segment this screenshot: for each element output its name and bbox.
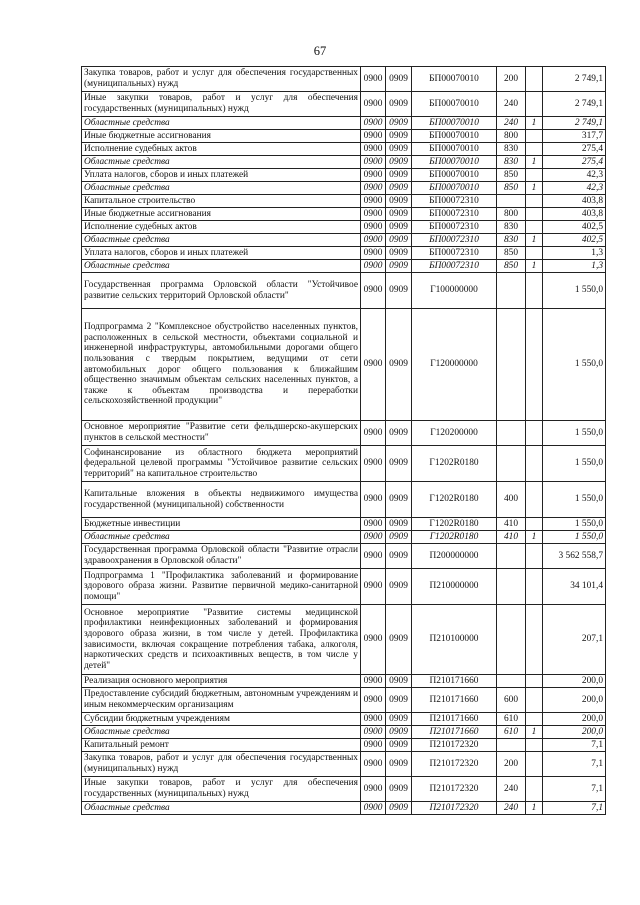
target-article-code: П210171660	[412, 688, 497, 713]
subsection-code: 0909	[386, 726, 412, 739]
expense-type-code: 830	[497, 234, 526, 247]
expense-type-code: 830	[497, 143, 526, 156]
target-article-code: Г100000000	[412, 273, 497, 309]
item-name: Реализация основного мероприятия	[82, 675, 361, 688]
funding-source	[526, 67, 543, 92]
target-article-code: П210172320	[412, 802, 497, 815]
target-article-code: П210000000	[412, 569, 497, 605]
table-row	[82, 726, 606, 739]
target-article-code: БП00070010	[412, 92, 497, 117]
table-row	[82, 260, 606, 273]
amount: 1 550,0	[543, 273, 606, 309]
amount: 42,3	[543, 169, 606, 182]
table-row	[82, 247, 606, 260]
expense-type-code: 410	[497, 531, 526, 544]
subsection-code: 0909	[386, 221, 412, 234]
target-article-code: П200000000	[412, 544, 497, 569]
amount: 2 749,1	[543, 67, 606, 92]
funding-source: 1	[526, 531, 543, 544]
item-name: Областные средства	[82, 234, 361, 247]
funding-source	[526, 675, 543, 688]
section-code: 0900	[361, 195, 386, 208]
section-code: 0900	[361, 446, 386, 482]
target-article-code: БП00072310	[412, 234, 497, 247]
target-article-code: БП00070010	[412, 117, 497, 130]
section-code: 0900	[361, 739, 386, 752]
table-row	[82, 156, 606, 169]
table-row	[82, 234, 606, 247]
expense-type-code	[497, 309, 526, 421]
target-article-code: Г1202R0180	[412, 531, 497, 544]
target-article-code: БП00070010	[412, 156, 497, 169]
amount: 200,0	[543, 675, 606, 688]
funding-source	[526, 309, 543, 421]
section-code: 0900	[361, 531, 386, 544]
target-article-code: БП00072310	[412, 221, 497, 234]
table-row	[82, 713, 606, 726]
funding-source	[526, 92, 543, 117]
subsection-code: 0909	[386, 531, 412, 544]
table-row	[82, 688, 606, 713]
expense-type-code	[497, 605, 526, 675]
subsection-code: 0909	[386, 802, 412, 815]
section-code: 0900	[361, 92, 386, 117]
item-name: Основное мероприятие "Развитие системы медицинской профилактики неинфекционных заболеваний и формирования здорового образа жизни, в том числе у детей. Профилактика зависимости, включая сокращение потребления табака, алкоголя, наркотических средств и психоактивных веществ, в том числе у детей"	[82, 605, 361, 675]
expense-type-code: 830	[497, 221, 526, 234]
table-row	[82, 605, 606, 675]
table-row	[82, 208, 606, 221]
section-code: 0900	[361, 67, 386, 92]
section-code: 0900	[361, 143, 386, 156]
section-code: 0900	[361, 752, 386, 777]
amount: 2 749,1	[543, 117, 606, 130]
expense-type-code: 610	[497, 713, 526, 726]
amount: 200,0	[543, 713, 606, 726]
subsection-code: 0909	[386, 247, 412, 260]
funding-source: 1	[526, 726, 543, 739]
expense-type-code: 400	[497, 482, 526, 518]
table-row	[82, 675, 606, 688]
target-article-code: БП00070010	[412, 130, 497, 143]
section-code: 0900	[361, 117, 386, 130]
subsection-code: 0909	[386, 117, 412, 130]
funding-source	[526, 688, 543, 713]
item-name: Областные средства	[82, 117, 361, 130]
item-name: Областные средства	[82, 802, 361, 815]
subsection-code: 0909	[386, 446, 412, 482]
amount: 403,8	[543, 195, 606, 208]
section-code: 0900	[361, 130, 386, 143]
expense-type-code	[497, 544, 526, 569]
table-row	[82, 169, 606, 182]
funding-source	[526, 713, 543, 726]
expense-type-code	[497, 421, 526, 446]
section-code: 0900	[361, 544, 386, 569]
item-name: Иные закупки товаров, работ и услуг для обеспечения государственных (муниципальных) нужд	[82, 777, 361, 802]
expense-type-code: 850	[497, 182, 526, 195]
item-name: Иные бюджетные ассигнования	[82, 208, 361, 221]
funding-source	[526, 569, 543, 605]
funding-source	[526, 247, 543, 260]
budget-table	[81, 66, 606, 815]
target-article-code: Г120000000	[412, 309, 497, 421]
amount: 275,4	[543, 156, 606, 169]
subsection-code: 0909	[386, 260, 412, 273]
subsection-code: 0909	[386, 309, 412, 421]
item-name: Государственная программа Орловской области "Устойчивое развитие сельских территорий Орловской области"	[82, 273, 361, 309]
funding-source: 1	[526, 802, 543, 815]
amount: 1 550,0	[543, 482, 606, 518]
amount: 42,3	[543, 182, 606, 195]
item-name: Закупка товаров, работ и услуг для обеспечения государственных (муниципальных) нужд	[82, 67, 361, 92]
table-row	[82, 569, 606, 605]
subsection-code: 0909	[386, 752, 412, 777]
funding-source	[526, 446, 543, 482]
subsection-code: 0909	[386, 208, 412, 221]
amount: 34 101,4	[543, 569, 606, 605]
funding-source	[526, 739, 543, 752]
amount: 403,8	[543, 208, 606, 221]
amount: 275,4	[543, 143, 606, 156]
item-name: Субсидии бюджетным учреждениям	[82, 713, 361, 726]
subsection-code: 0909	[386, 182, 412, 195]
item-name: Областные средства	[82, 182, 361, 195]
item-name: Уплата налогов, сборов и иных платежей	[82, 169, 361, 182]
amount: 7,1	[543, 752, 606, 777]
amount: 200,0	[543, 726, 606, 739]
subsection-code: 0909	[386, 482, 412, 518]
subsection-code: 0909	[386, 421, 412, 446]
funding-source	[526, 482, 543, 518]
funding-source: 1	[526, 234, 543, 247]
item-name: Областные средства	[82, 260, 361, 273]
table-row	[82, 273, 606, 309]
expense-type-code: 600	[497, 688, 526, 713]
funding-source: 1	[526, 156, 543, 169]
subsection-code: 0909	[386, 569, 412, 605]
expense-type-code: 850	[497, 260, 526, 273]
table-row	[82, 130, 606, 143]
table-row	[82, 67, 606, 92]
table-row	[82, 421, 606, 446]
section-code: 0900	[361, 688, 386, 713]
item-name: Исполнение судебных актов	[82, 143, 361, 156]
section-code: 0900	[361, 182, 386, 195]
item-name: Областные средства	[82, 726, 361, 739]
target-article-code: П210172320	[412, 777, 497, 802]
expense-type-code: 800	[497, 208, 526, 221]
section-code: 0900	[361, 309, 386, 421]
funding-source	[526, 130, 543, 143]
expense-type-code: 850	[497, 247, 526, 260]
expense-type-code	[497, 739, 526, 752]
amount: 402,5	[543, 221, 606, 234]
amount: 1 550,0	[543, 531, 606, 544]
table-row	[82, 531, 606, 544]
target-article-code: П210171660	[412, 675, 497, 688]
item-name: Софинансирование из областного бюджета мероприятий федеральной целевой программы "Устойчивое развитие сельских территорий" на капитальное строительство	[82, 446, 361, 482]
funding-source	[526, 195, 543, 208]
target-article-code: БП00072310	[412, 195, 497, 208]
target-article-code: БП00070010	[412, 169, 497, 182]
target-article-code: БП00072310	[412, 247, 497, 260]
amount: 1,3	[543, 247, 606, 260]
subsection-code: 0909	[386, 713, 412, 726]
funding-source	[526, 544, 543, 569]
item-name: Иные бюджетные ассигнования	[82, 130, 361, 143]
funding-source	[526, 605, 543, 675]
funding-source	[526, 169, 543, 182]
expense-type-code: 240	[497, 117, 526, 130]
subsection-code: 0909	[386, 675, 412, 688]
subsection-code: 0909	[386, 169, 412, 182]
expense-type-code: 240	[497, 802, 526, 815]
funding-source	[526, 518, 543, 531]
table-row	[82, 777, 606, 802]
subsection-code: 0909	[386, 605, 412, 675]
funding-source	[526, 421, 543, 446]
amount: 7,1	[543, 777, 606, 802]
target-article-code: П210171660	[412, 713, 497, 726]
expense-type-code: 240	[497, 777, 526, 802]
subsection-code: 0909	[386, 739, 412, 752]
amount: 1 550,0	[543, 446, 606, 482]
item-name: Капитальное строительство	[82, 195, 361, 208]
table-row	[82, 544, 606, 569]
section-code: 0900	[361, 260, 386, 273]
expense-type-code	[497, 273, 526, 309]
subsection-code: 0909	[386, 130, 412, 143]
amount: 1,3	[543, 260, 606, 273]
target-article-code: Г1202R0180	[412, 518, 497, 531]
subsection-code: 0909	[386, 92, 412, 117]
section-code: 0900	[361, 777, 386, 802]
table-row	[82, 92, 606, 117]
item-name: Капитальный ремонт	[82, 739, 361, 752]
item-name: Областные средства	[82, 156, 361, 169]
amount: 207,1	[543, 605, 606, 675]
table-row	[82, 802, 606, 815]
target-article-code: Г1202R0180	[412, 482, 497, 518]
expense-type-code: 800	[497, 130, 526, 143]
section-code: 0900	[361, 169, 386, 182]
expense-type-code	[497, 675, 526, 688]
section-code: 0900	[361, 605, 386, 675]
funding-source: 1	[526, 260, 543, 273]
expense-type-code	[497, 446, 526, 482]
expense-type-code: 610	[497, 726, 526, 739]
item-name: Предоставление субсидий бюджетным, автономным учреждениям и иным некоммерческим организациям	[82, 688, 361, 713]
target-article-code: П210172320	[412, 739, 497, 752]
amount: 200,0	[543, 688, 606, 713]
subsection-code: 0909	[386, 143, 412, 156]
section-code: 0900	[361, 569, 386, 605]
amount: 3 562 558,7	[543, 544, 606, 569]
item-name: Бюджетные инвестиции	[82, 518, 361, 531]
section-code: 0900	[361, 247, 386, 260]
page-number: 67	[313, 44, 327, 58]
subsection-code: 0909	[386, 273, 412, 309]
amount: 1 550,0	[543, 309, 606, 421]
section-code: 0900	[361, 802, 386, 815]
target-article-code: БП00070010	[412, 67, 497, 92]
table-row	[82, 446, 606, 482]
section-code: 0900	[361, 675, 386, 688]
item-name: Исполнение судебных актов	[82, 221, 361, 234]
subsection-code: 0909	[386, 777, 412, 802]
section-code: 0900	[361, 156, 386, 169]
target-article-code: БП00070010	[412, 182, 497, 195]
target-article-code: Г120200000	[412, 421, 497, 446]
item-name: Основное мероприятие "Развитие сети фельдшерско-акушерских пунктов в сельской местности"	[82, 421, 361, 446]
item-name: Областные средства	[82, 531, 361, 544]
table-row	[82, 117, 606, 130]
table-row	[82, 739, 606, 752]
expense-type-code: 200	[497, 67, 526, 92]
target-article-code: П210172320	[412, 752, 497, 777]
subsection-code: 0909	[386, 67, 412, 92]
item-name: Капитальные вложения в объекты недвижимого имущества государственной (муниципальной) собственности	[82, 482, 361, 518]
subsection-code: 0909	[386, 544, 412, 569]
funding-source	[526, 221, 543, 234]
funding-source: 1	[526, 182, 543, 195]
item-name: Закупка товаров, работ и услуг для обеспечения государственных (муниципальных) нужд	[82, 752, 361, 777]
amount: 1 550,0	[543, 421, 606, 446]
expense-type-code: 200	[497, 752, 526, 777]
section-code: 0900	[361, 726, 386, 739]
table-row	[82, 143, 606, 156]
subsection-code: 0909	[386, 234, 412, 247]
target-article-code: БП00072310	[412, 260, 497, 273]
funding-source	[526, 752, 543, 777]
subsection-code: 0909	[386, 518, 412, 531]
expense-type-code: 410	[497, 518, 526, 531]
item-name: Подпрограмма 2 "Комплексное обустройство населенных пунктов, расположенных в сельской местности, объектами социальной и инженерной инфраструктуры, автомобильными дорогами общего пользования с твердым покрытием, ведущими от сети автомобильных дорог общего пользования к ближайшим общественно значимым объектам сельских населенных пунктов, а также к объектам производства и переработки сельскохозяйственной продукции"	[82, 309, 361, 421]
item-name: Уплата налогов, сборов и иных платежей	[82, 247, 361, 260]
funding-source	[526, 777, 543, 802]
funding-source	[526, 143, 543, 156]
table-body	[82, 67, 606, 815]
section-code: 0900	[361, 221, 386, 234]
subsection-code: 0909	[386, 156, 412, 169]
section-code: 0900	[361, 518, 386, 531]
expense-type-code	[497, 195, 526, 208]
amount: 317,7	[543, 130, 606, 143]
funding-source	[526, 273, 543, 309]
funding-source	[526, 208, 543, 221]
target-article-code: Г1202R0180	[412, 446, 497, 482]
subsection-code: 0909	[386, 688, 412, 713]
amount: 7,1	[543, 739, 606, 752]
target-article-code: БП00070010	[412, 143, 497, 156]
funding-source: 1	[526, 117, 543, 130]
expense-type-code	[497, 569, 526, 605]
expense-type-code: 850	[497, 169, 526, 182]
section-code: 0900	[361, 208, 386, 221]
table-row	[82, 518, 606, 531]
item-name: Подпрограмма 1 "Профилактика заболеваний и формирование здорового образа жизни. Развитие первичной медико-санитарной помощи"	[82, 569, 361, 605]
table-row	[82, 182, 606, 195]
amount: 1 550,0	[543, 518, 606, 531]
section-code: 0900	[361, 482, 386, 518]
section-code: 0900	[361, 273, 386, 309]
table-row	[82, 195, 606, 208]
subsection-code: 0909	[386, 195, 412, 208]
section-code: 0900	[361, 234, 386, 247]
section-code: 0900	[361, 421, 386, 446]
amount: 7,1	[543, 802, 606, 815]
item-name: Государственная программа Орловской области "Развитие отрасли здравоохранения в Орловской области"	[82, 544, 361, 569]
section-code: 0900	[361, 713, 386, 726]
amount: 2 749,1	[543, 92, 606, 117]
amount: 402,5	[543, 234, 606, 247]
target-article-code: П210171660	[412, 726, 497, 739]
target-article-code: П210100000	[412, 605, 497, 675]
target-article-code: БП00072310	[412, 208, 497, 221]
table-row	[82, 221, 606, 234]
table-row	[82, 309, 606, 421]
table-row	[82, 752, 606, 777]
expense-type-code: 240	[497, 92, 526, 117]
item-name: Иные закупки товаров, работ и услуг для обеспечения государственных (муниципальных) нужд	[82, 92, 361, 117]
expense-type-code: 830	[497, 156, 526, 169]
table-row	[82, 482, 606, 518]
